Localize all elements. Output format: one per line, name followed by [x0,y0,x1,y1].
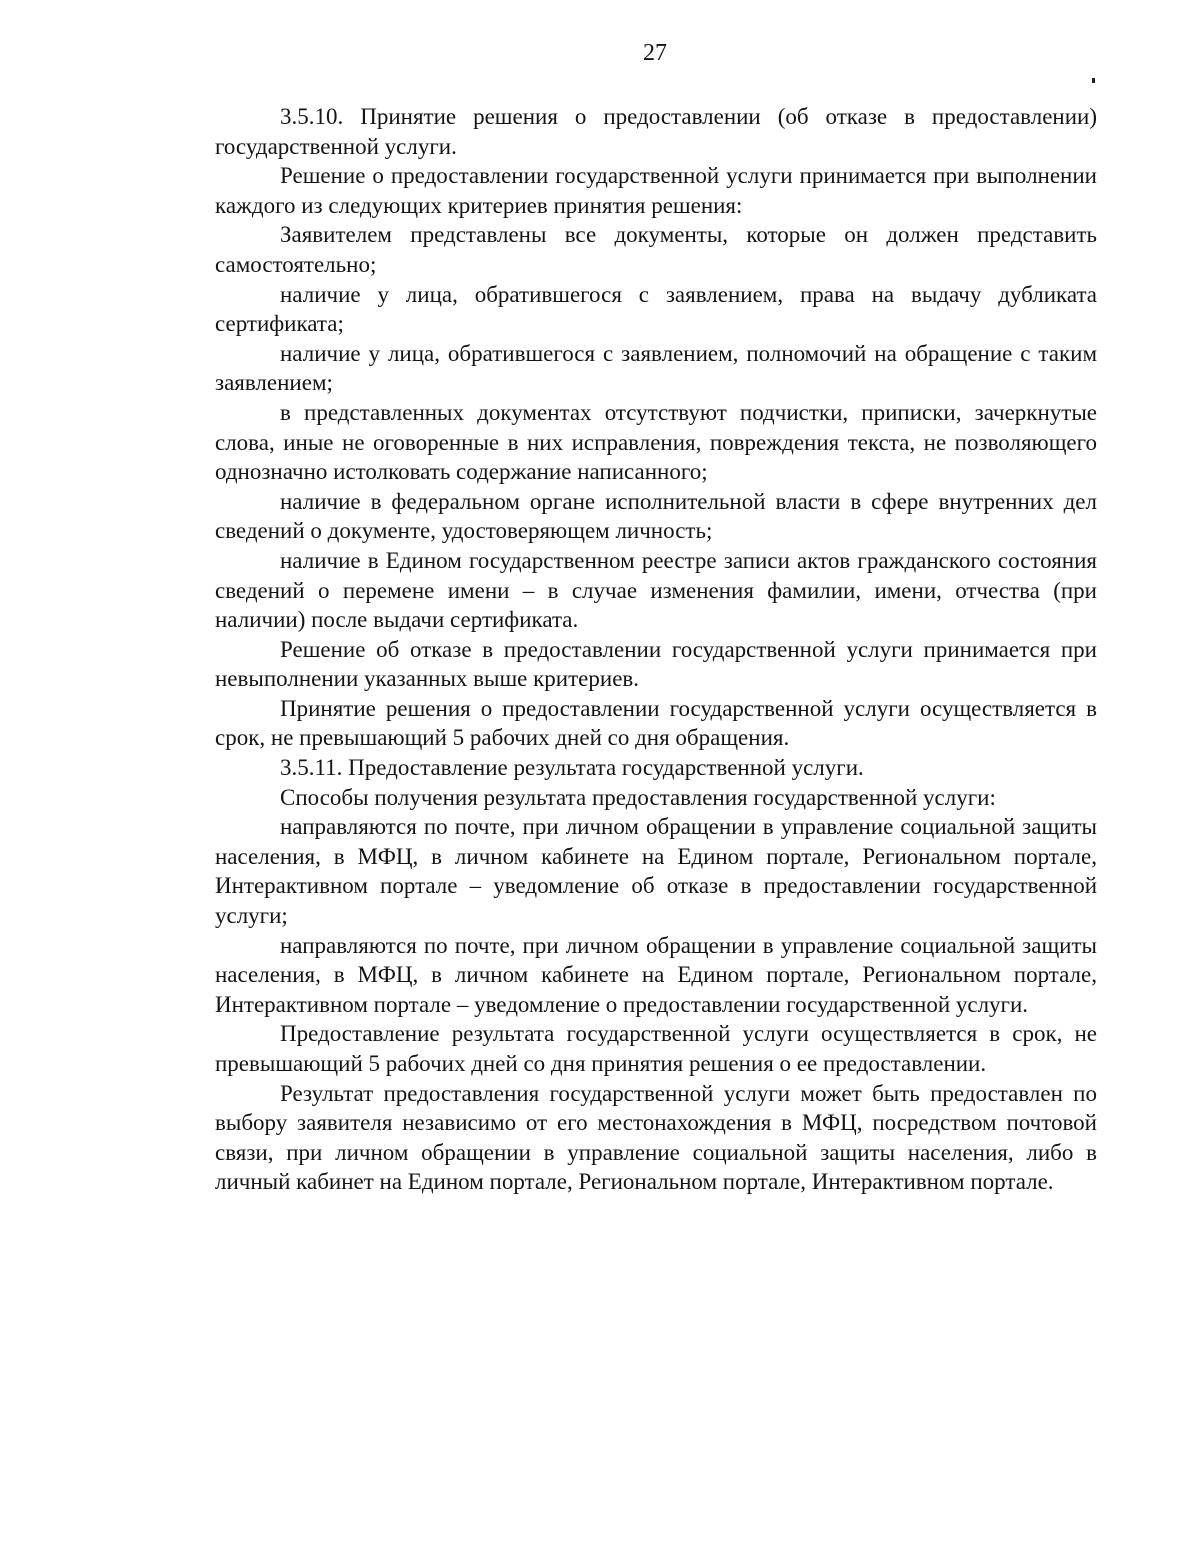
paragraph-criterion-authority: наличие у лица, обратившегося с заявлением, полномочий на обращение с таким заявлением; [215,340,1097,396]
page-number: 27 [643,40,667,66]
paragraph-decision-criteria-intro: Решение о предоставлении государственной услуги принимается при выполнении каждого из следующих критериев принятия решения: [215,163,1097,218]
paragraph-criterion-duplicate-right: наличие у лица, обратившегося с заявлением, права на выдачу дубликата сертификата; [215,281,1097,337]
paragraph-result-delivery-choice: Результат предоставления государственной услуги может быть предоставлен по выбору заявителя независимо от его местонахождения в МФЦ, посредством почтовой связи, при личном обращении в управление социальной защиты населения, либо в личный кабинет на Едином портале, Региональном портале, Интерактивном портале. [215,1080,1097,1195]
paragraph-result-methods-intro: Способы получения результата предоставления государственной услуги: [280,784,996,810]
paragraph-3-5-11-heading: 3.5.11. Предоставление результата государственной услуги. [280,755,864,781]
scan-speck [1092,78,1095,83]
paragraph-criterion-documents: Заявителем представлены все документы, которые он должен представить самостоятельно; [215,222,1097,277]
paragraph-provision-notification: направляются по почте, при личном обращении в управление социальной защиты населения, в МФЦ, в личном кабинете на Едином портале, Региональном портале, Интерактивном портале – уведомление о предоставлении государственной услуги. [215,932,1097,1017]
paragraph-refusal-decision: Решение об отказе в предоставлении государственной услуги принимается при невыполнении указанных выше критериев. [215,636,1097,692]
paragraph-result-term: Предоставление результата государственной услуги осуществляется в срок, не превышающий 5 рабочих дней со дня принятия решения о ее предоставлении. [215,1021,1097,1076]
document-body [215,102,1097,1197]
paragraph-criterion-name-change: наличие в Едином государственном реестре записи актов гражданского состояния сведений о перемене имени – в случае изменения фамилии, имени, отчества (при наличии) после выдачи сертификата. [215,547,1097,633]
paragraph-3-5-10-heading: 3.5.10. Принятие решения о предоставлении (об отказе в предоставлении) государственной услуги. [215,104,1097,159]
paragraph-criterion-no-corrections: в представленных документах отсутствуют подчистки, приписки, зачеркнутые слова, иные не оговоренные в них исправления, повреждения текста, не позволяющего однозначно истолковать содержание написанного; [215,399,1097,485]
paragraph-decision-term: Принятие решения о предоставлении государственной услуги осуществляется в срок, не превышающий 5 рабочих дней со дня обращения. [215,695,1097,751]
paragraph-criterion-identity-document: наличие в федеральном органе исполнительной власти в сфере внутренних дел сведений о документе, удостоверяющем личность; [215,488,1097,544]
paragraph-refusal-notification: направляются по почте, при личном обращении в управление социальной защиты населения, в МФЦ, в личном кабинете на Едином портале, Региональном портале, Интерактивном портале – уведомление об отказе в предоставлении государственной услуги; [215,814,1097,929]
